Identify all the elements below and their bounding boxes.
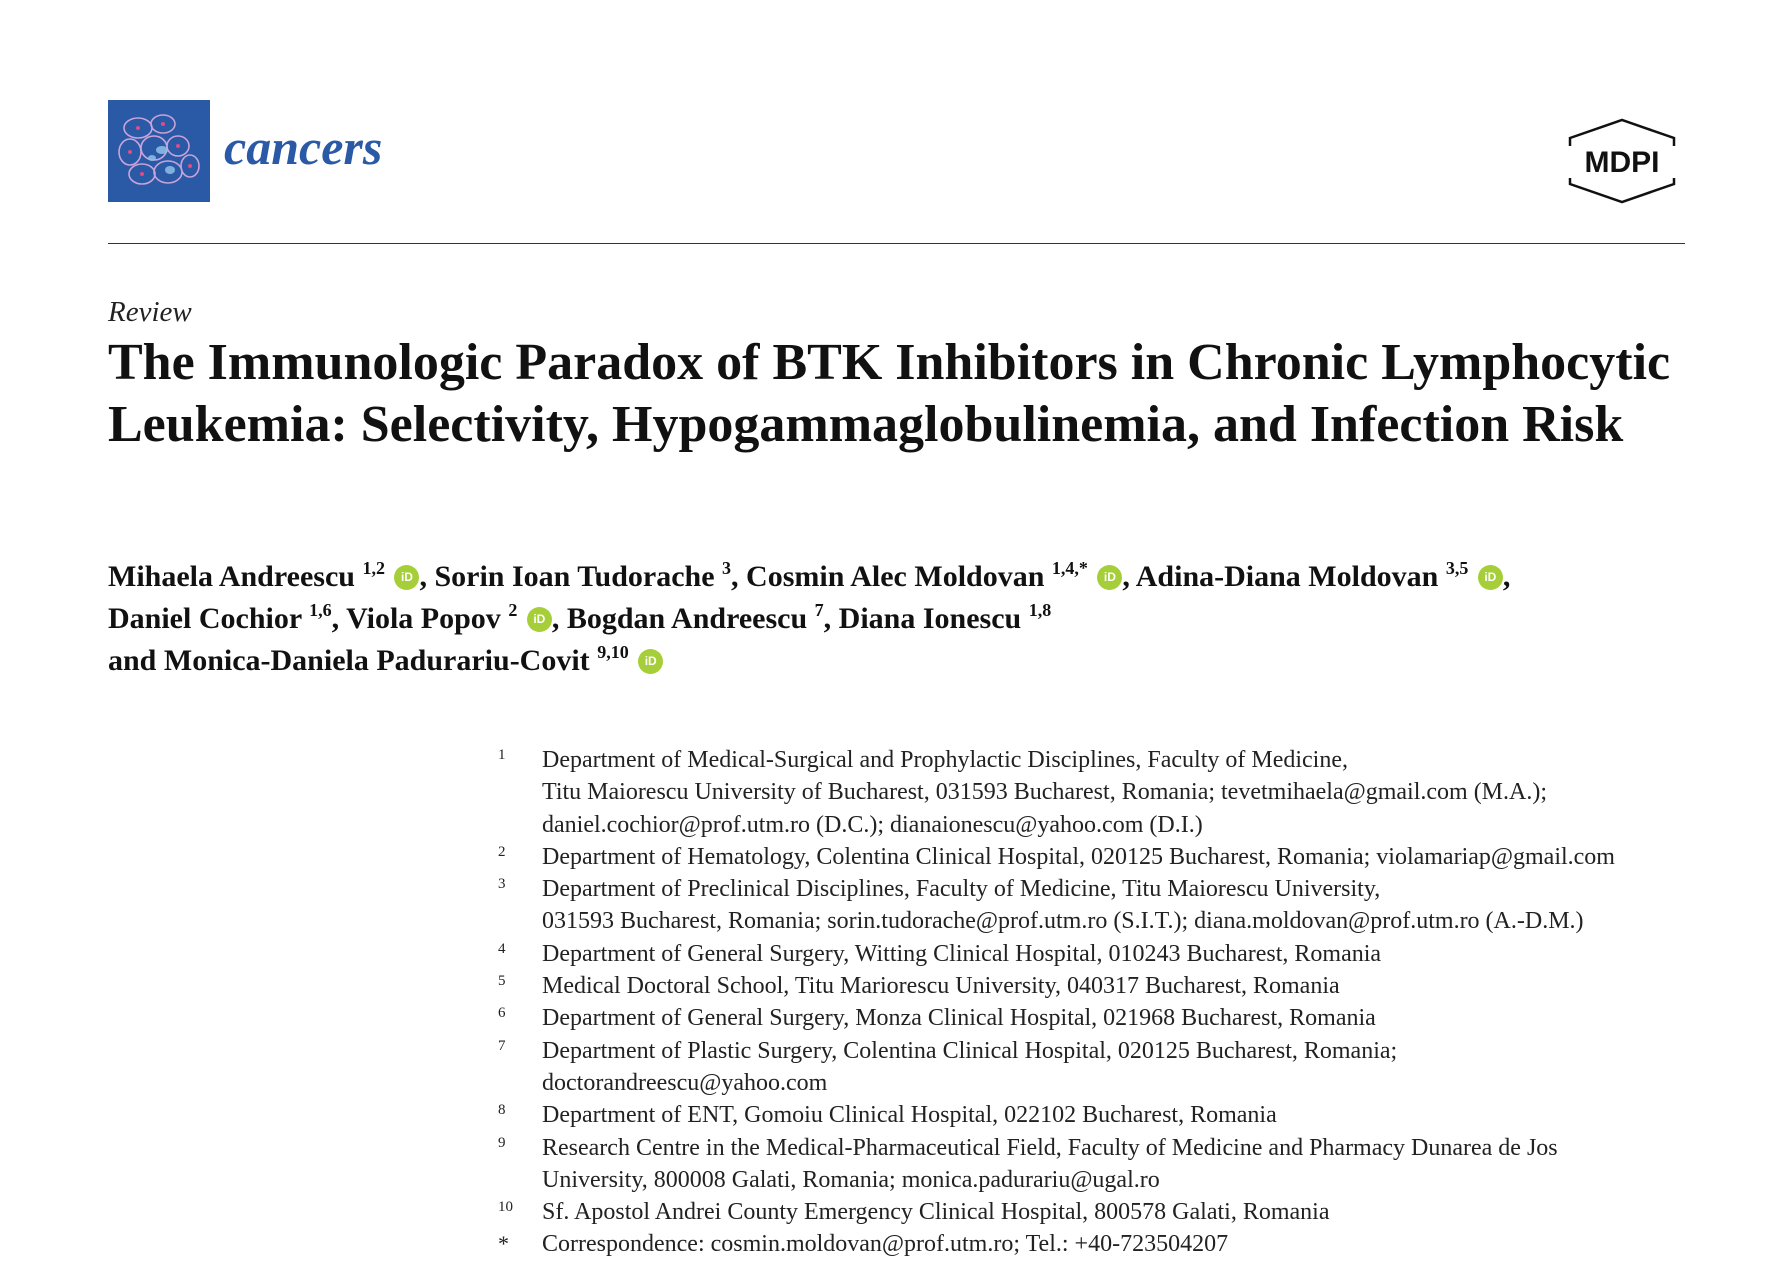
affiliation-number: 5 (498, 973, 506, 990)
author-name: Diana Ionescu (838, 602, 1022, 635)
author-list (108, 556, 1688, 682)
affiliation-line: Titu Maiorescu University of Bucharest, 031593 Bucharest, Romania; tevetmihaela@gmail.com (M.A.); (542, 779, 1548, 806)
journal-logo (108, 100, 210, 202)
author-affiliation-ref: 1,6 (309, 600, 332, 620)
author-name: Daniel Cochior (108, 602, 302, 635)
affiliation-number: 6 (498, 1005, 506, 1022)
affiliation-number: 9 (498, 1134, 506, 1151)
affiliation-number: 7 (498, 1037, 506, 1054)
affiliation-number: 2 (498, 843, 506, 860)
correspondence-marker: * (498, 1231, 509, 1257)
orcid-icon[interactable]: iD (527, 607, 552, 632)
cancers-cells-logo-icon (108, 100, 210, 202)
affiliation-item (498, 1132, 1688, 1197)
affiliation-item (498, 1002, 1688, 1034)
affiliation-item (498, 873, 1688, 938)
affiliation-line: Department of General Surgery, Monza Clinical Hospital, 021968 Bucharest, Romania (542, 1005, 1376, 1032)
affiliation-line: Department of ENT, Gomoiu Clinical Hospital, 022102 Bucharest, Romania (542, 1102, 1277, 1129)
affiliation-number: 8 (498, 1102, 506, 1119)
orcid-icon[interactable]: iD (638, 649, 663, 674)
author-affiliation-ref: 3 (722, 558, 732, 578)
affiliation-line: Department of General Surgery, Witting Clinical Hospital, 010243 Bucharest, Romania (542, 940, 1382, 967)
author-affiliation-ref: 1,2 (362, 558, 385, 578)
author-name: Sorin Ioan Tudorache (434, 560, 715, 593)
author-affiliation-ref: 1,8 (1028, 600, 1052, 620)
orcid-icon[interactable]: iD (1478, 565, 1503, 590)
author-separator: , (551, 602, 567, 635)
author-conjunction: and (108, 644, 164, 677)
author-name: Viola Popov (346, 602, 501, 635)
author-separator: , (823, 602, 839, 635)
affiliation-line: daniel.cochior@prof.utm.ro (D.C.); dianaionescu@yahoo.com (D.I.) (542, 811, 1203, 838)
author-separator: , (1122, 560, 1136, 593)
journal-name: cancers (224, 119, 383, 175)
affiliation-line: Research Centre in the Medical-Pharmaceutical Field, Faculty of Medicine and Pharmacy Dunarea de Jos (542, 1134, 1558, 1161)
author-line (108, 640, 1688, 682)
article-title: The Immunologic Paradox of BTK Inhibitors in Chronic Lymphocytic Leukemia: Selectivity, Hypogammaglobulinemia, and Infection Risk (108, 334, 1671, 453)
affiliation-item (498, 744, 1688, 841)
author-name: Cosmin Alec Moldovan (746, 560, 1045, 593)
author-separator: , (731, 560, 747, 593)
affiliation-list (498, 744, 1688, 1261)
author-affiliation-ref: 1,4,* (1051, 558, 1088, 578)
affiliation-item (498, 1196, 1688, 1228)
affiliation-item (498, 1099, 1688, 1131)
author-affiliation-ref: 3,5 (1445, 558, 1469, 578)
affiliation-number: 3 (498, 876, 506, 893)
affiliation-item (498, 970, 1688, 1002)
affiliation-line: Department of Plastic Surgery, Colentina Clinical Hospital, 020125 Bucharest, Romania; (542, 1037, 1398, 1064)
affiliation-line: University, 800008 Galati, Romania; monica.padurariu@ugal.ro (542, 1166, 1160, 1193)
author-name: Mihaela Andreescu (108, 560, 355, 593)
header-divider (108, 243, 1685, 244)
orcid-icon[interactable]: iD (1097, 565, 1122, 590)
affiliation-line: doctorandreescu@yahoo.com (542, 1069, 828, 1096)
affiliation-line: Sf. Apostol Andrei County Emergency Clinical Hospital, 800578 Galati, Romania (542, 1199, 1330, 1226)
author-separator: , (1502, 560, 1511, 593)
mdpi-hexagon-logo-icon (1558, 118, 1686, 204)
author-separator: , (419, 560, 435, 593)
affiliation-item (498, 1035, 1688, 1100)
orcid-icon[interactable]: iD (394, 565, 419, 590)
author-name: Bogdan Andreescu (566, 602, 808, 635)
affiliation-line: Department of Preclinical Disciplines, Faculty of Medicine, Titu Maiorescu University, (542, 876, 1381, 903)
affiliation-line: Department of Medical-Surgical and Prophylactic Disciplines, Faculty of Medicine, (542, 747, 1349, 773)
article-type: Review (108, 296, 192, 328)
publisher-name: MDPI (1584, 146, 1660, 179)
correspondence-line: Correspondence: cosmin.moldovan@prof.utm.ro; Tel.: +40-723504207 (542, 1231, 1229, 1258)
author-separator: , (331, 602, 347, 635)
affiliation-line: Department of Hematology, Colentina Clinical Hospital, 020125 Bucharest, Romania; violamariap@gmail.com (542, 843, 1615, 870)
author-name: Adina-Diana Moldovan (1135, 560, 1439, 593)
affiliation-line: 031593 Bucharest, Romania; sorin.tudorache@prof.utm.ro (S.I.T.); diana.moldovan@prof.utm.ro (A.-D.M.) (542, 908, 1584, 935)
author-line (108, 598, 1688, 640)
author-line (108, 556, 1688, 598)
affiliation-item (498, 938, 1688, 970)
author-affiliation-ref: 2 (508, 600, 518, 620)
affiliation-line: Medical Doctoral School, Titu Mariorescu University, 040317 Bucharest, Romania (542, 973, 1340, 1000)
author-affiliation-ref: 7 (814, 600, 824, 620)
correspondence-item (498, 1228, 1688, 1260)
author-name: Monica-Daniela Padurariu-Covit (163, 644, 590, 677)
affiliation-item (498, 841, 1688, 873)
affiliation-number: 1 (498, 747, 506, 763)
affiliation-number: 4 (498, 940, 506, 957)
author-affiliation-ref: 9,10 (597, 642, 629, 662)
affiliation-number: 10 (498, 1199, 513, 1216)
